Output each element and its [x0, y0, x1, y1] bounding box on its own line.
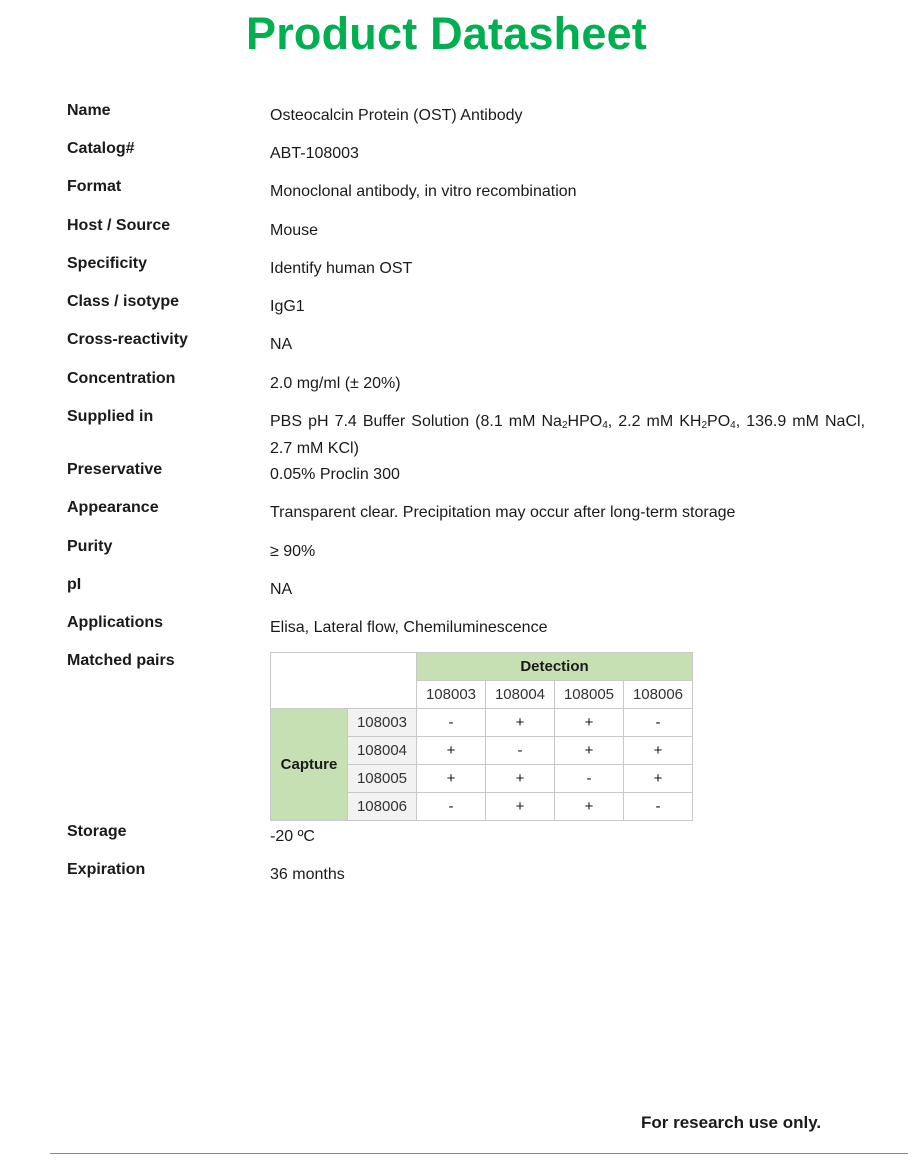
supplied-text: , 2.2 mM KH [607, 413, 702, 430]
table-cell: + [417, 737, 486, 765]
supplied-text: PBS pH 7.4 Buffer Solution (8.1 mM Na [270, 413, 562, 430]
field-value: Mouse [270, 222, 319, 239]
column-header: 108003 [417, 681, 486, 709]
field-label: Class / isotype [67, 293, 180, 310]
field-value: Transparent clear. Precipitation may occur after long-term storage [270, 504, 736, 521]
table-cell: + [624, 765, 693, 793]
table-cell: - [486, 737, 555, 765]
subscript: 4 [730, 420, 736, 431]
field-value: 2.0 mg/ml (± 20%) [270, 375, 401, 392]
field-value [270, 408, 865, 462]
field-value: 0.05% Proclin 300 [270, 466, 400, 483]
field-value: ABT-108003 [270, 145, 359, 162]
field-value: Monoclonal antibody, in vitro recombination [270, 183, 577, 200]
table-cell: + [555, 709, 624, 737]
page-title: Product Datasheet [246, 8, 647, 59]
subscript: 2 [561, 420, 568, 431]
subscript: 4 [602, 420, 608, 431]
row-header: 108006 [348, 793, 417, 821]
field-label: Host / Source [67, 217, 171, 234]
field-value: 36 months [270, 866, 345, 883]
field-value: Identify human OST [270, 260, 413, 277]
field-label: Applications [67, 614, 164, 631]
subscript: 2 [701, 420, 708, 431]
field-label: Cross-reactivity [67, 331, 188, 348]
field-value: NA [270, 336, 293, 353]
field-value: Osteocalcin Protein (OST) Antibody [270, 107, 523, 124]
supplied-text: PO [707, 413, 731, 430]
field-value: ≥ 90% [270, 543, 316, 560]
field-label: Expiration [67, 861, 146, 878]
table-cell: + [417, 765, 486, 793]
field-value: -20 ºC [270, 828, 315, 845]
footer-note: For research use only. [641, 1113, 822, 1132]
table-cell: + [555, 793, 624, 821]
table-cell: - [417, 793, 486, 821]
table-cell: - [624, 793, 693, 821]
row-header: 108003 [348, 709, 417, 737]
field-value: Elisa, Lateral flow, Chemiluminescence [270, 619, 548, 636]
field-label: Format [67, 178, 122, 195]
field-value: IgG1 [270, 298, 305, 315]
table-cell: - [555, 765, 624, 793]
detection-header: Detection [417, 653, 693, 681]
field-label: Concentration [67, 370, 176, 387]
row-header: 108005 [348, 765, 417, 793]
field-label: Appearance [67, 499, 159, 516]
field-label: Purity [67, 538, 113, 555]
column-header: 108005 [555, 681, 624, 709]
table-cell: - [624, 709, 693, 737]
field-label: Supplied in [67, 408, 154, 425]
field-label: Matched pairs [67, 652, 175, 669]
row-header: 108004 [348, 737, 417, 765]
field-label: Specificity [67, 255, 148, 272]
supplied-text: , 136.9 mM NaCl, 2.7 mM KCl) [270, 413, 866, 457]
field-label: Preservative [67, 461, 163, 478]
supplied-text: HPO [567, 413, 603, 430]
table-header-row [271, 653, 693, 681]
table-cell: + [486, 793, 555, 821]
field-value: NA [270, 581, 293, 598]
table-cell: + [555, 737, 624, 765]
field-label: Storage [67, 823, 127, 840]
capture-header: Capture [271, 709, 348, 821]
table-cell: + [624, 737, 693, 765]
field-label: Catalog# [67, 140, 135, 157]
table-cell: - [417, 709, 486, 737]
field-label: pI [67, 576, 82, 593]
column-header: 108006 [624, 681, 693, 709]
table-corner [271, 653, 417, 709]
matched-pairs-table [270, 652, 693, 821]
table-cell: + [486, 709, 555, 737]
table-row [271, 709, 693, 737]
column-header: 108004 [486, 681, 555, 709]
field-label: Name [67, 102, 111, 119]
footer-divider [50, 1153, 908, 1154]
table-cell: + [486, 765, 555, 793]
